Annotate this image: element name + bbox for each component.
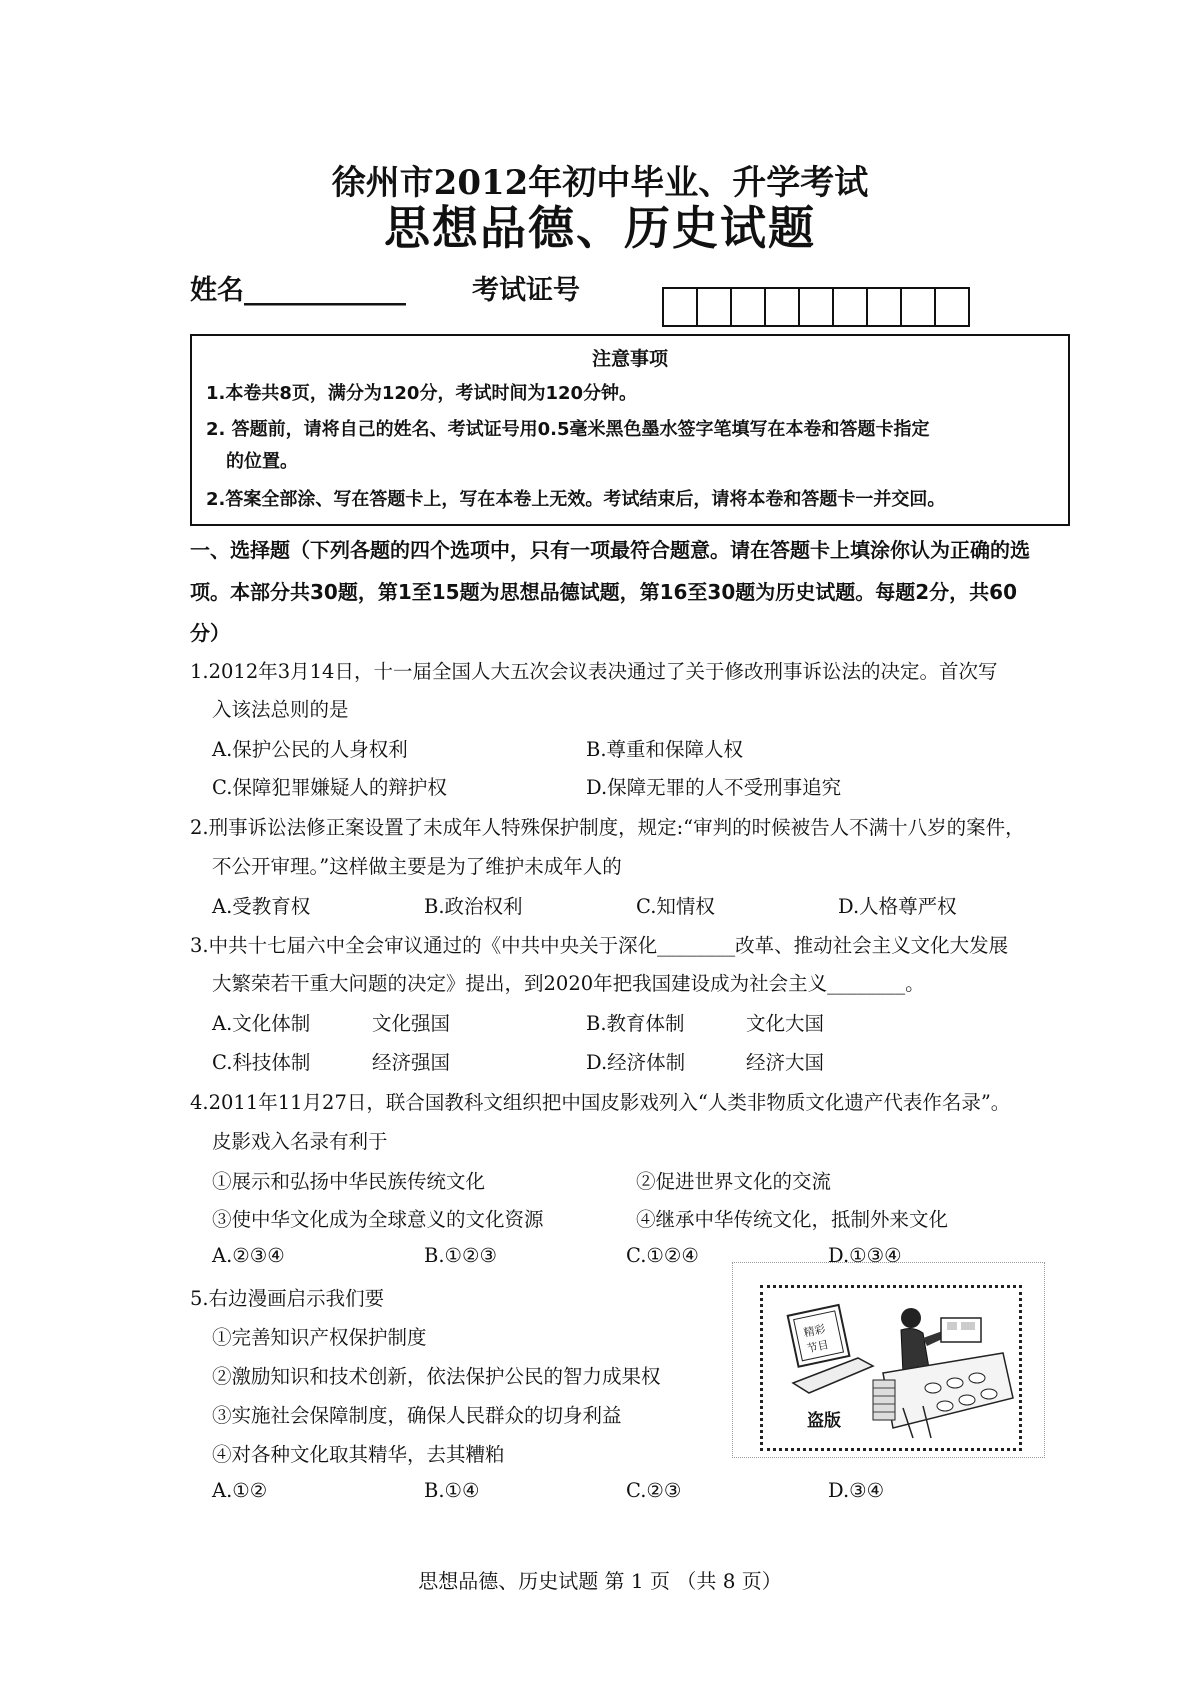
question-2-stem: 不公开审理。”这样做主要是为了维护未成年人的	[212, 855, 622, 878]
piracy-cartoon	[760, 1285, 1022, 1451]
id-box	[764, 287, 800, 327]
question-1-option-a: A.保护公民的人身权利	[212, 738, 408, 761]
section-heading-line: 分）	[190, 621, 230, 645]
question-1-option-c: C.保障犯罪嫌疑人的辩护权	[212, 776, 447, 799]
section-heading-line: 一、选择题（下列各题的四个选项中，只有一项最符合题意。请在答题卡上填涂你认为正确的选	[190, 538, 1030, 562]
question-4-option-b: B.①②③	[424, 1244, 497, 1267]
id-box	[832, 287, 868, 327]
question-2-option-c: C.知情权	[636, 895, 715, 918]
question-4-stem: 4.2011年11月27日，联合国教科文组织把中国皮影戏列入“人类非物质文化遗产代表作名录”。	[190, 1091, 1011, 1114]
question-1-option-b: B.尊重和保障人权	[586, 738, 744, 761]
question-4-option-a: A.②③④	[212, 1244, 285, 1267]
question-3-stem: 3.中共十七届六中全会审议通过的《中共中央关于深化________改革、推动社会主义文化大发展	[190, 934, 1009, 957]
question-3-option-a-second: 文化强国	[372, 1012, 451, 1035]
notice-item: 的位置。	[226, 451, 298, 472]
id-box	[662, 287, 698, 327]
question-4-statement-2: ②促进世界文化的交流	[636, 1170, 832, 1193]
question-5-option-a: A.①②	[212, 1479, 268, 1502]
cartoon-sign-text: 节目	[805, 1338, 830, 1356]
question-5-option-d: D.③④	[828, 1479, 885, 1502]
question-3-option-c-second: 经济强国	[372, 1051, 451, 1074]
question-3-option-d: D.经济体制	[586, 1051, 686, 1074]
id-box	[934, 287, 970, 327]
question-4-option-d: D.①③④	[828, 1244, 902, 1267]
notice-item: 2. 答题前，请将自己的姓名、考试证号用0.5毫米黑色墨水签字笔填写在本卷和答题卡指定	[206, 419, 930, 440]
question-5-option-c: C.②③	[626, 1479, 682, 1502]
exam-title-line1: 徐州市2012年初中毕业、升学考试	[331, 163, 869, 203]
cartoon-caption: 盗版	[807, 1411, 841, 1431]
exam-title-subject: 思想品德、历史试题	[384, 201, 816, 255]
question-5-statement-4: ④对各种文化取其精华，去其糟粕	[212, 1443, 505, 1466]
id-box	[900, 287, 936, 327]
exam-id-boxes	[664, 287, 970, 327]
id-box	[798, 287, 834, 327]
id-box	[730, 287, 766, 327]
section-heading-line: 项。本部分共30题，第1至15题为思想品德试题，第16至30题为历史试题。每题2分，共60	[190, 580, 1017, 604]
question-4-stem: 皮影戏入名录有利于	[212, 1130, 388, 1153]
question-5-statement-3: ③实施社会保障制度，确保人民群众的切身利益	[212, 1404, 622, 1427]
question-1-stem: 入该法总则的是	[212, 698, 349, 721]
notice-item: 2.答案全部涂、写在答题卡上，写在本卷上无效。考试结束后，请将本卷和答题卡一并交回。	[206, 489, 946, 510]
question-2-option-d: D.人格尊严权	[838, 895, 957, 918]
question-3-option-d-second: 经济大国	[746, 1051, 825, 1074]
question-5-option-b: B.①④	[424, 1479, 480, 1502]
question-4-statement-1: ①展示和弘扬中华民族传统文化	[212, 1170, 486, 1193]
piracy-cartoon-illustration	[763, 1288, 1019, 1448]
question-2-stem: 2.刑事诉讼法修正案设置了未成年人特殊保护制度，规定:“审判的时候被告人不满十八岁的案件，	[190, 816, 1025, 839]
name-field-label: 姓名____________	[190, 275, 406, 306]
question-3-option-b: B.教育体制	[586, 1012, 685, 1035]
question-1-stem: 1.2012年3月14日，十一届全国人大五次会议表决通过了关于修改刑事诉讼法的决定。首次写	[190, 660, 998, 683]
notice-item: 1.本卷共8页，满分为120分，考试时间为120分钟。	[206, 383, 638, 404]
question-1-option-d: D.保障无罪的人不受刑事追究	[586, 776, 842, 799]
question-4-statement-3: ③使中华文化成为全球意义的文化资源	[212, 1208, 544, 1231]
notice-title: 注意事项	[591, 348, 668, 370]
exam-id-label: 考试证号	[472, 275, 580, 306]
cartoon-sign-text: 精彩	[802, 1322, 827, 1340]
question-3-option-a: A.文化体制	[212, 1012, 311, 1035]
question-3-option-c: C.科技体制	[212, 1051, 311, 1074]
question-3-stem: 大繁荣若干重大问题的决定》提出，到2020年把我国建设成为社会主义________。	[212, 972, 925, 995]
question-5-statement-2: ②激励知识和技术创新，依法保护公民的智力成果权	[212, 1365, 661, 1388]
question-3-option-b-second: 文化大国	[746, 1012, 825, 1035]
id-box	[696, 287, 732, 327]
question-4-option-c: C.①②④	[626, 1244, 699, 1267]
question-4-statement-4: ④继承中华传统文化，抵制外来文化	[636, 1208, 949, 1231]
page-footer: 思想品德、历史试题 第 1 页 （共 8 页）	[418, 1569, 782, 1593]
notice-box	[190, 334, 1070, 526]
question-2-option-b: B.政治权利	[424, 895, 523, 918]
question-2-option-a: A.受教育权	[212, 895, 311, 918]
question-5-statement-1: ①完善知识产权保护制度	[212, 1326, 427, 1349]
id-box	[866, 287, 902, 327]
question-5-stem: 5.右边漫画启示我们要	[190, 1287, 385, 1310]
